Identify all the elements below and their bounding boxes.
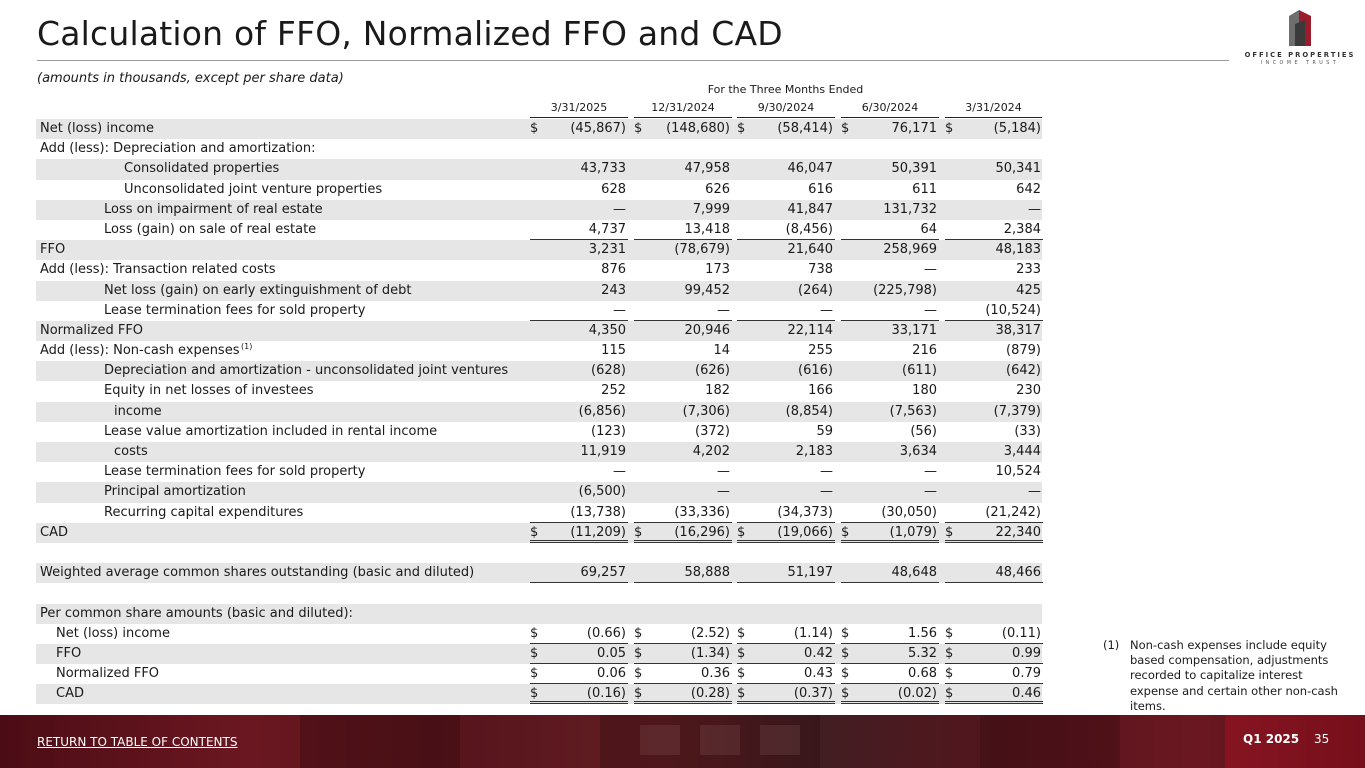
row-label: Weighted average common shares outstanding (basic and diluted) <box>40 565 475 581</box>
cell-value: 642 <box>1016 181 1041 197</box>
footnote-number: (1) <box>1103 638 1120 652</box>
total-underline <box>530 703 628 704</box>
table-row <box>36 240 1042 260</box>
currency-symbol: $ <box>530 645 539 661</box>
footnote-ref: (1) <box>241 342 253 352</box>
cell-value: — <box>924 464 937 480</box>
currency-symbol: $ <box>841 121 850 136</box>
currency-symbol: $ <box>841 666 850 682</box>
cell-value: 0.99 <box>1012 645 1041 661</box>
cell-value: (58,414) <box>777 121 833 136</box>
cell-value: 0.46 <box>1012 686 1041 702</box>
cell-value: 43,733 <box>580 161 626 177</box>
table-row <box>36 180 1042 200</box>
row-label: Normalized FFO <box>56 666 160 682</box>
table-row <box>36 301 1042 321</box>
row-label: CAD <box>56 686 84 702</box>
total-double-underline <box>737 540 835 541</box>
cell-value: 4,202 <box>692 444 730 459</box>
cell-value: (372) <box>695 423 730 439</box>
cell-value: 255 <box>808 343 833 359</box>
cell-value: (8,456) <box>785 221 833 237</box>
table-row <box>36 442 1042 462</box>
cell-value: 2,384 <box>1003 221 1041 237</box>
row-label: CAD <box>40 524 68 540</box>
currency-symbol: $ <box>634 524 643 540</box>
cell-value: — <box>1028 201 1041 217</box>
column-header: 3/31/2024 <box>945 101 1042 118</box>
cell-value: 0.36 <box>701 666 730 682</box>
cell-value: 22,114 <box>787 322 833 338</box>
cell-value: (21,242) <box>985 504 1041 520</box>
total-underline <box>945 703 1043 704</box>
cell-value: (879) <box>1006 343 1041 359</box>
currency-symbol: $ <box>737 625 746 641</box>
cell-value: — <box>1028 484 1041 500</box>
cell-value: 41,847 <box>787 201 833 217</box>
row-label: Lease termination fees for sold property <box>104 464 366 480</box>
cell-value: — <box>820 484 833 500</box>
cell-value: (6,856) <box>578 403 626 419</box>
cell-value: 20,946 <box>684 322 730 338</box>
currency-symbol: $ <box>634 625 643 641</box>
period-header: For the Three Months Ended <box>707 83 864 96</box>
total-double-underline <box>737 701 835 702</box>
row-label: Net (loss) income <box>40 121 154 136</box>
table-row <box>36 604 1042 624</box>
cell-value: 48,648 <box>891 565 937 581</box>
currency-symbol: $ <box>841 625 850 641</box>
table-row <box>36 664 1042 684</box>
cell-value: 50,341 <box>995 161 1041 177</box>
cell-value: (16,296) <box>674 524 730 540</box>
cell-value: 0.42 <box>804 645 833 661</box>
logo-mark-icon <box>1289 10 1311 46</box>
currency-symbol: $ <box>945 524 954 540</box>
cell-value: 252 <box>601 383 626 399</box>
cell-value: 182 <box>705 383 730 399</box>
cell-value: 21,640 <box>787 242 833 258</box>
currency-symbol: $ <box>737 686 746 702</box>
cell-value: 3,634 <box>899 444 937 459</box>
currency-symbol: $ <box>634 666 643 682</box>
cell-value: — <box>820 302 833 318</box>
cell-value: 1.56 <box>908 625 937 641</box>
cell-value: (33) <box>1014 423 1041 439</box>
row-label: Add (less): Transaction related costs <box>40 262 276 278</box>
table-row <box>36 503 1042 523</box>
cell-value: 738 <box>808 262 833 278</box>
cell-value: (0.11) <box>1001 625 1041 641</box>
footnote-text: Non-cash expenses include equity based compensation, adjustments recorded to capitalize interest expense and certain other non-cash items. <box>1130 638 1338 713</box>
quarter-label: Q1 2025 <box>1243 732 1300 746</box>
currency-symbol: $ <box>530 666 539 682</box>
table-row <box>36 583 1042 603</box>
currency-symbol: $ <box>841 645 850 661</box>
cell-value: (148,680) <box>666 121 730 136</box>
footnote <box>1103 638 1348 714</box>
cell-value: 10,524 <box>995 464 1041 480</box>
cell-value: 76,171 <box>891 121 937 136</box>
cell-value: (7,563) <box>889 403 937 419</box>
row-label: FFO <box>40 242 66 258</box>
currency-symbol: $ <box>737 524 746 540</box>
table-row <box>36 321 1042 341</box>
row-label: Net (loss) income <box>56 625 170 641</box>
cell-value: (56) <box>910 423 937 439</box>
table-row <box>36 139 1042 159</box>
cell-value: (8,854) <box>785 403 833 419</box>
cell-value: — <box>717 484 730 500</box>
cell-value: (0.37) <box>793 686 833 702</box>
table-row <box>36 381 1042 401</box>
table-row <box>36 482 1042 502</box>
row-label: Equity in net losses of investees <box>104 383 314 399</box>
cell-value: (0.02) <box>897 686 937 702</box>
currency-symbol: $ <box>945 121 954 136</box>
table-row <box>36 543 1042 563</box>
total-double-underline <box>841 701 939 702</box>
total-double-underline <box>530 540 628 541</box>
title-divider <box>37 60 1229 61</box>
total-underline <box>634 703 732 704</box>
column-header: 12/31/2024 <box>634 101 732 118</box>
row-label: Loss on impairment of real estate <box>104 201 323 217</box>
row-label: Per common share amounts (basic and diluted): <box>40 605 353 621</box>
currency-symbol: $ <box>634 686 643 702</box>
total-underline <box>841 703 939 704</box>
cell-value: (264) <box>798 282 833 298</box>
cell-value: (11,209) <box>570 524 626 540</box>
cell-value: 7,999 <box>692 201 730 217</box>
row-label: Consolidated properties <box>124 161 280 177</box>
table-row <box>36 341 1042 361</box>
cell-value: 46,047 <box>787 161 833 177</box>
cell-value: 59 <box>816 423 833 439</box>
table-row <box>36 684 1042 704</box>
row-label: Normalized FFO <box>40 322 144 338</box>
cell-value: (642) <box>1006 363 1041 379</box>
cell-value: 0.43 <box>804 666 833 682</box>
cell-value: 4,737 <box>588 221 626 237</box>
cell-value: (611) <box>902 363 937 379</box>
cell-value: — <box>613 302 626 318</box>
cell-value: 22,340 <box>995 524 1041 540</box>
row-label: Principal amortization <box>104 484 246 500</box>
table-units-note: (amounts in thousands, except per share data) <box>37 71 344 86</box>
column-header: 3/31/2025 <box>530 101 628 118</box>
currency-symbol: $ <box>945 625 954 641</box>
cell-value: (6,500) <box>578 484 626 500</box>
row-label: Loss (gain) on sale of real estate <box>104 221 317 237</box>
cell-value: 58,888 <box>684 565 730 581</box>
cell-value: (1.14) <box>793 625 833 641</box>
cell-value: (7,379) <box>993 403 1041 419</box>
cell-value: 243 <box>601 282 626 298</box>
table-row <box>36 260 1042 280</box>
cell-value: 38,317 <box>995 322 1041 338</box>
cell-value: — <box>924 302 937 318</box>
cell-value: 2,183 <box>795 444 833 459</box>
table-of-contents-link[interactable]: RETURN TO TABLE OF CONTENTS <box>37 735 238 749</box>
cell-value: (628) <box>591 363 626 379</box>
row-label: Depreciation and amortization - unconsolidated joint ventures <box>104 363 509 379</box>
cell-value: 69,257 <box>580 565 626 581</box>
cell-value: (33,336) <box>674 504 730 520</box>
row-label: Net loss (gain) on early extinguishment of debt <box>104 282 412 298</box>
table-row <box>36 523 1042 543</box>
cell-value: (1,079) <box>889 524 937 540</box>
cell-value: — <box>820 464 833 480</box>
cell-value: (1.34) <box>690 645 730 661</box>
cell-value: (78,679) <box>674 242 730 258</box>
total-double-underline <box>841 540 939 541</box>
cell-value: (626) <box>695 363 730 379</box>
table-row <box>36 563 1042 583</box>
column-header: 9/30/2024 <box>737 101 835 118</box>
currency-symbol: $ <box>841 524 850 540</box>
cell-value: 99,452 <box>684 282 730 298</box>
cell-value: 0.06 <box>597 666 626 682</box>
table-row <box>36 422 1042 442</box>
currency-symbol: $ <box>530 686 539 702</box>
row-label: income <box>114 403 162 419</box>
table-row <box>36 624 1042 644</box>
cell-value: (13,738) <box>570 504 626 520</box>
cell-value: (0.16) <box>586 686 626 702</box>
table-row <box>36 462 1042 482</box>
currency-symbol: $ <box>530 121 539 136</box>
cell-value: 4,350 <box>588 322 626 338</box>
logo-subname: INCOME TRUST <box>1260 61 1340 66</box>
row-label: Add (less): Depreciation and amortization: <box>40 141 316 157</box>
cell-value: 628 <box>601 181 626 197</box>
cell-value: (2.52) <box>690 625 730 641</box>
table-row <box>36 281 1042 301</box>
currency-symbol: $ <box>530 625 539 641</box>
currency-symbol: $ <box>530 524 539 540</box>
page-number: 35 <box>1314 732 1330 746</box>
cell-value: (45,867) <box>570 121 626 136</box>
cell-value: 180 <box>912 383 937 399</box>
cell-value: 3,231 <box>588 242 626 258</box>
currency-symbol: $ <box>737 645 746 661</box>
cell-value: 0.79 <box>1012 666 1041 682</box>
cell-value: 166 <box>808 383 833 399</box>
table-row <box>36 200 1042 220</box>
logo-name: OFFICE PROPERTIES <box>1244 51 1356 59</box>
row-label: costs <box>114 444 148 459</box>
cell-value: (0.28) <box>690 686 730 702</box>
table-row <box>36 402 1042 422</box>
cell-value: 115 <box>601 343 626 359</box>
row-label: Add (less): Non-cash expenses <box>40 343 240 359</box>
row-label: Lease value amortization included in rental income <box>104 423 438 439</box>
currency-symbol: $ <box>945 686 954 702</box>
column-header: 6/30/2024 <box>841 101 939 118</box>
row-label: Unconsolidated joint venture properties <box>124 181 383 197</box>
cell-value: (0.66) <box>586 625 626 641</box>
company-logo <box>1240 10 1360 74</box>
currency-symbol: $ <box>634 121 643 136</box>
cell-value: 258,969 <box>883 242 937 258</box>
cell-value: — <box>613 464 626 480</box>
cell-value: (7,306) <box>682 403 730 419</box>
cell-value: 233 <box>1016 262 1041 278</box>
table-row <box>36 159 1042 179</box>
currency-symbol: $ <box>634 645 643 661</box>
cell-value: 14 <box>713 343 730 359</box>
cell-value: — <box>717 302 730 318</box>
cell-value: — <box>717 464 730 480</box>
cell-value: 48,466 <box>995 565 1041 581</box>
cell-value: (123) <box>591 423 626 439</box>
footer-banner <box>0 715 1365 768</box>
cell-value: 131,732 <box>883 201 937 217</box>
cell-value: (616) <box>798 363 833 379</box>
cell-value: (34,373) <box>777 504 833 520</box>
total-underline <box>737 703 835 704</box>
table-row <box>36 220 1042 240</box>
cell-value: 11,919 <box>580 444 626 459</box>
total-double-underline <box>634 540 732 541</box>
currency-symbol: $ <box>737 121 746 136</box>
cell-value: 173 <box>705 262 730 278</box>
row-label: Lease termination fees for sold property <box>104 302 366 318</box>
cell-value: 611 <box>912 181 937 197</box>
cell-value: (225,798) <box>873 282 937 298</box>
financial-table <box>36 119 1042 704</box>
cell-value: 616 <box>808 181 833 197</box>
cell-value: 230 <box>1016 383 1041 399</box>
cell-value: — <box>613 201 626 217</box>
currency-symbol: $ <box>737 666 746 682</box>
cell-value: 50,391 <box>891 161 937 177</box>
cell-value: 64 <box>920 221 937 237</box>
cell-value: 876 <box>601 262 626 278</box>
page-title: Calculation of FFO, Normalized FFO and CAD <box>37 14 783 53</box>
row-label: FFO <box>56 645 82 661</box>
currency-symbol: $ <box>945 666 954 682</box>
currency-symbol: $ <box>945 645 954 661</box>
currency-symbol: $ <box>841 686 850 702</box>
table-row <box>36 644 1042 664</box>
cell-value: 33,171 <box>891 322 937 338</box>
cell-value: 5.32 <box>908 645 937 661</box>
total-double-underline <box>945 701 1043 702</box>
total-double-underline <box>945 540 1043 541</box>
row-label: Recurring capital expenditures <box>104 504 304 520</box>
total-double-underline <box>530 701 628 702</box>
cell-value: 47,958 <box>684 161 730 177</box>
cell-value: 0.05 <box>597 645 626 661</box>
cell-value: (30,050) <box>881 504 937 520</box>
cell-value: 3,444 <box>1003 444 1041 459</box>
total-double-underline <box>634 701 732 702</box>
cell-value: 48,183 <box>995 242 1041 258</box>
table-row <box>36 361 1042 381</box>
cell-value: — <box>924 484 937 500</box>
cell-value: — <box>924 262 937 278</box>
cell-value: (10,524) <box>985 302 1041 318</box>
cell-value: 216 <box>912 343 937 359</box>
cell-value: 0.68 <box>908 666 937 682</box>
table-row <box>36 119 1042 139</box>
cell-value: 626 <box>705 181 730 197</box>
cell-value: (19,066) <box>777 524 833 540</box>
cell-value: (5,184) <box>993 121 1041 136</box>
cell-value: 425 <box>1016 282 1041 298</box>
cell-value: 13,418 <box>684 221 730 237</box>
cell-value: 51,197 <box>787 565 833 581</box>
